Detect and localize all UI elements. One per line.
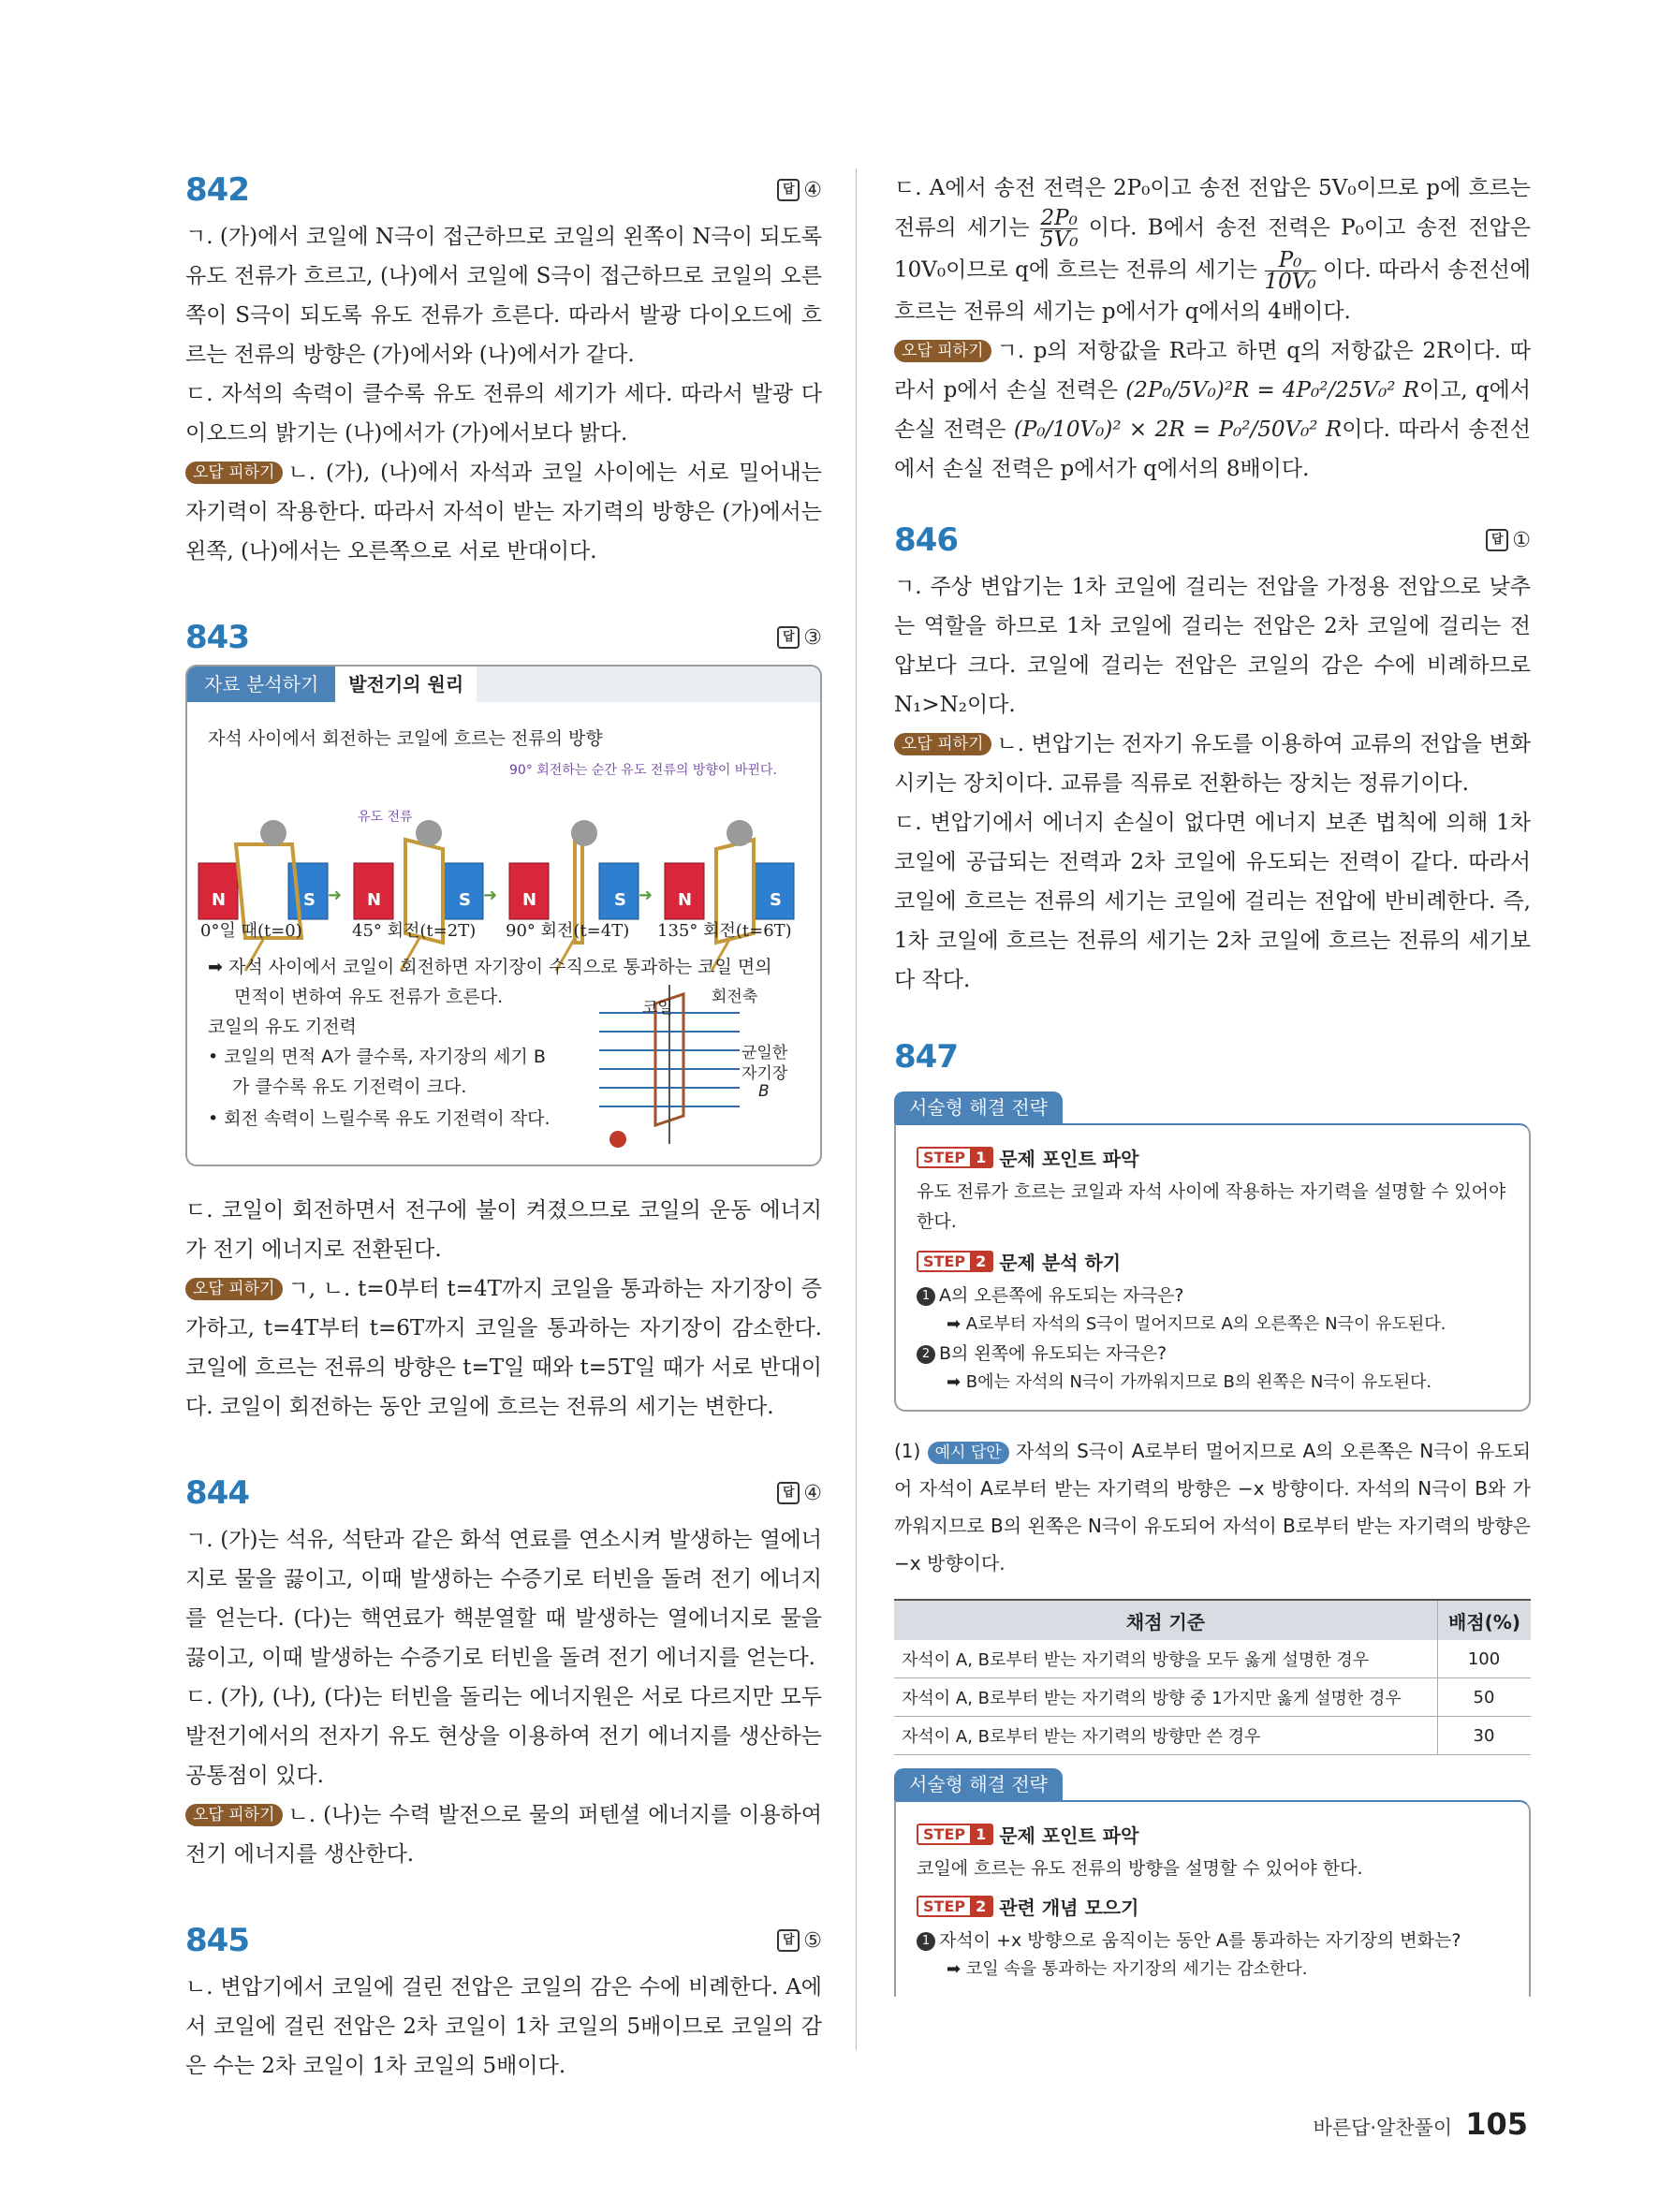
- wrong-answer-badge: 오답 피하기: [894, 340, 991, 362]
- wrong-answer-paragraph: [894, 725, 1531, 803]
- step-question: 1 A의 오른쪽에 유도되는 자극은?: [917, 1281, 1512, 1311]
- emf-bullet: 가 클수록 유도 기전력이 크다.: [232, 1077, 467, 1097]
- text-run: 이다. B에서 송전 전력은 P₀이고 송전 전압은 10V₀이므로 q에 흐르는 전류의 세기는: [894, 215, 1532, 283]
- stage-arrow: ➜: [483, 886, 498, 905]
- answer-value: ①: [1512, 528, 1531, 552]
- explanation-paragraph: ㄷ. 자석의 속력이 클수록 유도 전류의 세기가 세다. 따라서 발광 다이오드의 밝기는 (나)에서가 (가)에서보다 밝다.: [185, 382, 822, 446]
- answer-marker: [1486, 529, 1531, 552]
- emf-bullet: • 회전 속력이 느릴수록 유도 기전력이 작다.: [208, 1108, 551, 1129]
- left-column: [185, 168, 822, 2131]
- wrong-answer-text: ㄴ. (가), (나)에서 자석과 코일 사이에는 서로 밀어내는 자기력이 작용한다. 따라서 자석이 받는 자기력의 방향은 (가)에서는 왼쪽, (나)에서는 오른쪽으로 서로 반대이다.: [185, 461, 822, 564]
- analysis-figure: [185, 665, 822, 1166]
- answer-icon: 답: [777, 179, 800, 201]
- wrong-answer-badge: 오답 피하기: [185, 1278, 283, 1300]
- table-row: 자석이 A, B로부터 받는 자기력의 방향을 모두 옳게 설명한 경우 100: [894, 1640, 1531, 1678]
- question-number: 844: [185, 1474, 249, 1512]
- figure-subtitle: 자석 사이에서 회전하는 코일에 흐르는 전류의 방향: [208, 728, 603, 749]
- figure-arrow-note: ➡ 자석 사이에서 코일이 회전하면 자기장이 수직으로 통과하는 코일 면의: [208, 957, 772, 977]
- page-footer: [1314, 2106, 1528, 2142]
- pole-n-label: N: [212, 890, 227, 910]
- answer-value: ④: [803, 1481, 822, 1505]
- explanation-paragraph: ㄱ. (가)는 석유, 석탄과 같은 화석 연료를 연소시켜 발생하는 열에너지로 물을 끓이고, 이때 발생하는 수증기로 터빈을 돌려 전기 에너지를 얻는다. (다)는 핵연료가 핵분열할 때 발생하는 열에너지로 물을 끓이고, 이때 발생하는 수증기로 터빈을 돌려 전기 에너지를 얻는다.: [185, 1528, 822, 1670]
- question-number: 842: [185, 171, 249, 209]
- field-label: 균일한: [741, 1044, 788, 1062]
- strategy-box-2: [894, 1768, 1531, 1997]
- step-answer: ➡ 코일 속을 통과하는 자기장의 세기는 감소한다.: [947, 1959, 1308, 1979]
- pole-n-label: N: [522, 890, 537, 910]
- step-title: 문제 분석 하기: [999, 1252, 1122, 1274]
- wrong-answer-text: ㄴ. 변압기는 전자기 유도를 이용하여 교류의 전압을 변화시키는 장치이다. 교류를 직류로 전환하는 장치는 정류기이다.: [894, 732, 1531, 796]
- wrong-answer-paragraph: [185, 1795, 822, 1874]
- right-column: [894, 168, 1531, 1997]
- column-divider: [856, 168, 857, 2050]
- stage-caption: 90° 회전(t=4T): [506, 921, 630, 941]
- text-run: 이고, q에서 손실 전력은: [894, 378, 1532, 442]
- step-answer: ➡ A로부터 자석의 S극이 멀어지므로 A의 오른쪽은 N극이 유도된다.: [947, 1314, 1446, 1334]
- step-question: 2 B의 왼쪽에 유도되는 자극은?: [917, 1339, 1512, 1369]
- footer-label: 바른답·알찬풀이: [1313, 2117, 1453, 2139]
- explanation-paragraph: ㄷ. (가), (나), (다)는 터빈을 돌리는 에너지원은 서로 다르지만 모두 발전기에서의 전자기 유도 현상을 이용하여 전기 에너지를 생산하는 공통점이 있다.: [185, 1685, 822, 1788]
- pole-s-label: S: [614, 890, 626, 910]
- step-text: 코일에 흐르는 유도 전류의 방향을 설명할 수 있어야 한다.: [917, 1858, 1363, 1879]
- page-number: 105: [1465, 2106, 1528, 2142]
- answer-icon: 답: [777, 1929, 800, 1952]
- explanation-paragraph: ㄷ. 코일이 회전하면서 전구에 불이 켜졌으므로 코일의 운동 에너지가 전기 에너지로 전환된다.: [185, 1198, 822, 1262]
- rotation-axis-label: 회전축: [712, 988, 758, 1006]
- table-row: 자석이 A, B로부터 받는 자기력의 방향만 쓴 경우 30: [894, 1717, 1531, 1755]
- field-label: 자기장: [741, 1064, 788, 1083]
- explanation-paragraph: [894, 168, 1531, 331]
- field-label: B: [758, 1082, 770, 1101]
- step-badge: STEP 1: [917, 1824, 993, 1845]
- scoring-table: [894, 1599, 1531, 1755]
- pole-s-label: S: [770, 890, 782, 910]
- question-number: 846: [894, 521, 958, 559]
- question-number: 845: [185, 1922, 249, 1959]
- answer-value: ⑤: [803, 1928, 822, 1953]
- question-number: 843: [185, 619, 249, 656]
- wrong-answer-text: ㄱ, ㄴ. t=0부터 t=4T까지 코일을 통과하는 자기장이 증가하고, t=4T부터 t=6T까지 코일을 통과하는 자기장이 감소한다. 코일에 흐르는 전류의 방향은 t=T일 때와 t=5T일 때가 서로 반대이다. 코일이 회전하는 동안 코일에 흐르는 전류의 세기는 변한다.: [185, 1277, 822, 1419]
- step-badge: STEP 1: [917, 1147, 993, 1168]
- wrong-answer-badge: 오답 피하기: [185, 1804, 283, 1826]
- step-text: 유도 전류가 흐르는 코일과 자석 사이에 작용하는 자기력을 설명할 수 있어야 한다.: [917, 1181, 1506, 1232]
- stage-caption: 0°일 때(t=0): [200, 921, 302, 941]
- answer-icon: 답: [1486, 529, 1508, 551]
- model-answer-badge: 예시 답안: [928, 1442, 1009, 1464]
- emf-title: 코일의 유도 기전력: [208, 1017, 357, 1037]
- strategy-tab: 서술형 해결 전략: [894, 1091, 1063, 1123]
- question-846: [894, 519, 1531, 1000]
- wrong-answer-text: ㄴ. (나)는 수력 발전으로 물의 퍼텐셜 에너지를 이용하여 전기 에너지를 생산한다.: [185, 1803, 822, 1867]
- step-badge: STEP 2: [917, 1251, 993, 1272]
- explanation-paragraph: ㄱ. (가)에서 코일에 N극이 접근하므로 코일의 왼쪽이 N극이 되도록 유도 전류가 흐르고, (나)에서 코일에 S극이 접근하므로 코일의 오른쪽이 S극이 되도록 유도 전류가 흐른다. 따라서 발광 다이오드에 흐르는 전류의 방향은 (가)에서와 (나)에서가 같다.: [185, 225, 822, 367]
- explanation-paragraph: ㄷ. 변압기에서 에너지 손실이 없다면 에너지 보존 법칙에 의해 1차 코일에 공급되는 전력과 2차 코일에 유도되는 전력이 같다. 따라서 코일에 흐르는 전류의 세기는 코일에 걸리는 전압에 반비례한다. 즉, 1차 코일에 흐르는 전류의 세기는 2차 코일에 흐르는 전류의 세기보다 작다.: [894, 811, 1531, 992]
- answer-value: ③: [803, 625, 822, 650]
- answer-marker: [777, 1482, 822, 1505]
- strategy-tab: 서술형 해결 전략: [894, 1768, 1063, 1800]
- figure-tab: 자료 분석하기: [187, 667, 335, 702]
- step-title: 관련 개념 모으기: [999, 1897, 1139, 1919]
- strategy-box-1: [894, 1091, 1531, 1412]
- question-845: [185, 1919, 822, 2086]
- equation: (2P₀/5V₀)²R = 4P₀²/25V₀² R: [1125, 378, 1419, 403]
- induced-current-label: 유도 전류: [358, 810, 413, 825]
- answer-icon: 답: [777, 626, 800, 649]
- wrong-answer-paragraph: [185, 453, 822, 571]
- question-842: [185, 168, 822, 571]
- step-title: 문제 포인트 파악: [999, 1148, 1139, 1170]
- wrong-answer-badge: 오답 피하기: [185, 461, 283, 484]
- coil-label: 코일: [642, 999, 673, 1018]
- pole-s-label: S: [303, 890, 316, 910]
- stage-arrow: ➜: [639, 886, 653, 905]
- stage-caption: 135° 회전(t=6T): [657, 921, 792, 941]
- answer-marker: [777, 626, 822, 650]
- text-run: 이다. 따라서 송전선에 흐르는 전류의 세기는 p에서가 q에서의 4배이다.: [894, 257, 1531, 324]
- answer-value: ④: [803, 178, 822, 202]
- answer-marker: [777, 179, 822, 202]
- fraction: $\frac{\text{2P₀}}{\text{5V₀}}$: [1039, 206, 1079, 252]
- criteria-header: 채점 기준: [894, 1600, 1438, 1640]
- number-circle-icon: 2: [917, 1345, 935, 1364]
- question-847: [894, 1035, 1531, 1997]
- wrong-answer-badge: 오답 피하기: [894, 733, 991, 755]
- number-circle-icon: 1: [917, 1932, 935, 1951]
- figure-arrow-note: 면적이 변하여 유도 전류가 흐른다.: [234, 987, 504, 1007]
- step-title: 문제 포인트 파악: [999, 1824, 1139, 1847]
- text-run: 이다. 따라서 송전선에서 손실 전력은 p에서가 q에서의 8배이다.: [894, 417, 1531, 481]
- answer-marker: [777, 1929, 822, 1953]
- number-circle-icon: 1: [917, 1287, 935, 1306]
- pole-n-label: N: [367, 890, 382, 910]
- stage-caption: 45° 회전(t=2T): [352, 921, 477, 941]
- stage-arrow: ➜: [328, 886, 343, 905]
- figure-title: 발전기의 원리: [335, 667, 477, 702]
- text-run: ㄱ. p의 저항값을 R라고 하면 q의 저항값은 2R이다. 따라서 p에서 손실 전력은: [894, 339, 1531, 403]
- figure-note-90: 90° 회전하는 순간 유도 전류의 방향이 바뀐다.: [509, 763, 777, 778]
- step-question: 1 자석이 +x 방향으로 움직이는 동안 A를 통과하는 자기장의 변화는?: [917, 1926, 1512, 1956]
- wrong-answer-paragraph: [894, 331, 1531, 489]
- pole-s-label: S: [459, 890, 471, 910]
- emf-bullet: • 코일의 면적 A가 클수록, 자기장의 세기 B: [208, 1047, 546, 1067]
- points-header: 배점(%): [1438, 1600, 1532, 1640]
- pole-n-label: N: [678, 890, 693, 910]
- figure-tabbar: [187, 667, 820, 702]
- table-row: 자석이 A, B로부터 받는 자기력의 방향 중 1가지만 옳게 설명한 경우 50: [894, 1678, 1531, 1717]
- explanation-paragraph: ㄴ. 변압기에서 코일에 걸린 전압은 코일의 감은 수에 비례한다. A에서 코일에 걸린 전압은 2차 코일이 1차 코일의 5배이므로 코일의 감은 수는 2차 코일이 1차 코일의 5배이다.: [185, 1975, 822, 2078]
- wrong-answer-paragraph: [185, 1269, 822, 1427]
- fraction: $\frac{\text{P₀}}{\text{10V₀}}$: [1264, 248, 1316, 294]
- step-answer: ➡ B에는 자석의 N극이 가까워지므로 B의 왼쪽은 N극이 유도된다.: [947, 1372, 1432, 1392]
- question-844: [185, 1472, 822, 1874]
- answer-icon: 답: [777, 1482, 800, 1504]
- model-answer: (1) 예시 답안 자석의 S극이 A로부터 멀어지므로 A의 오른쪽은 N극이 유도되어 자석이 A로부터 받는 자기력의 방향은 −x 방향이다. 자석의 N극이 B와 가까워지므로 B의 왼쪽은 N극이 유도되어 자석이 B로부터 받는 자기력의 방향은 −x 방향이다.: [894, 1440, 1532, 1575]
- text-run: ㄷ. A에서 송전 전력은 2P₀이고 송전 전압은 5V₀이므로 p에 흐르는 전류의 세기는: [894, 176, 1531, 241]
- explanation-paragraph: ㄱ. 주상 변압기는 1차 코일에 걸리는 전압을 가정용 전압으로 낮추는 역할을 하므로 1차 코일에 걸리는 전압은 2차 코일에 걸리는 전압보다 크다. 코일에 걸리는 전압은 코일의 감은 수에 비례하므로 N₁>N₂이다.: [894, 575, 1531, 717]
- equation: (P₀/10V₀)² × 2R = P₀²/50V₀² R: [1013, 417, 1343, 442]
- question-843: [185, 616, 822, 1427]
- step-badge: STEP 2: [917, 1896, 993, 1917]
- question-number: 847: [894, 1038, 958, 1076]
- question-845-continued: [894, 168, 1531, 489]
